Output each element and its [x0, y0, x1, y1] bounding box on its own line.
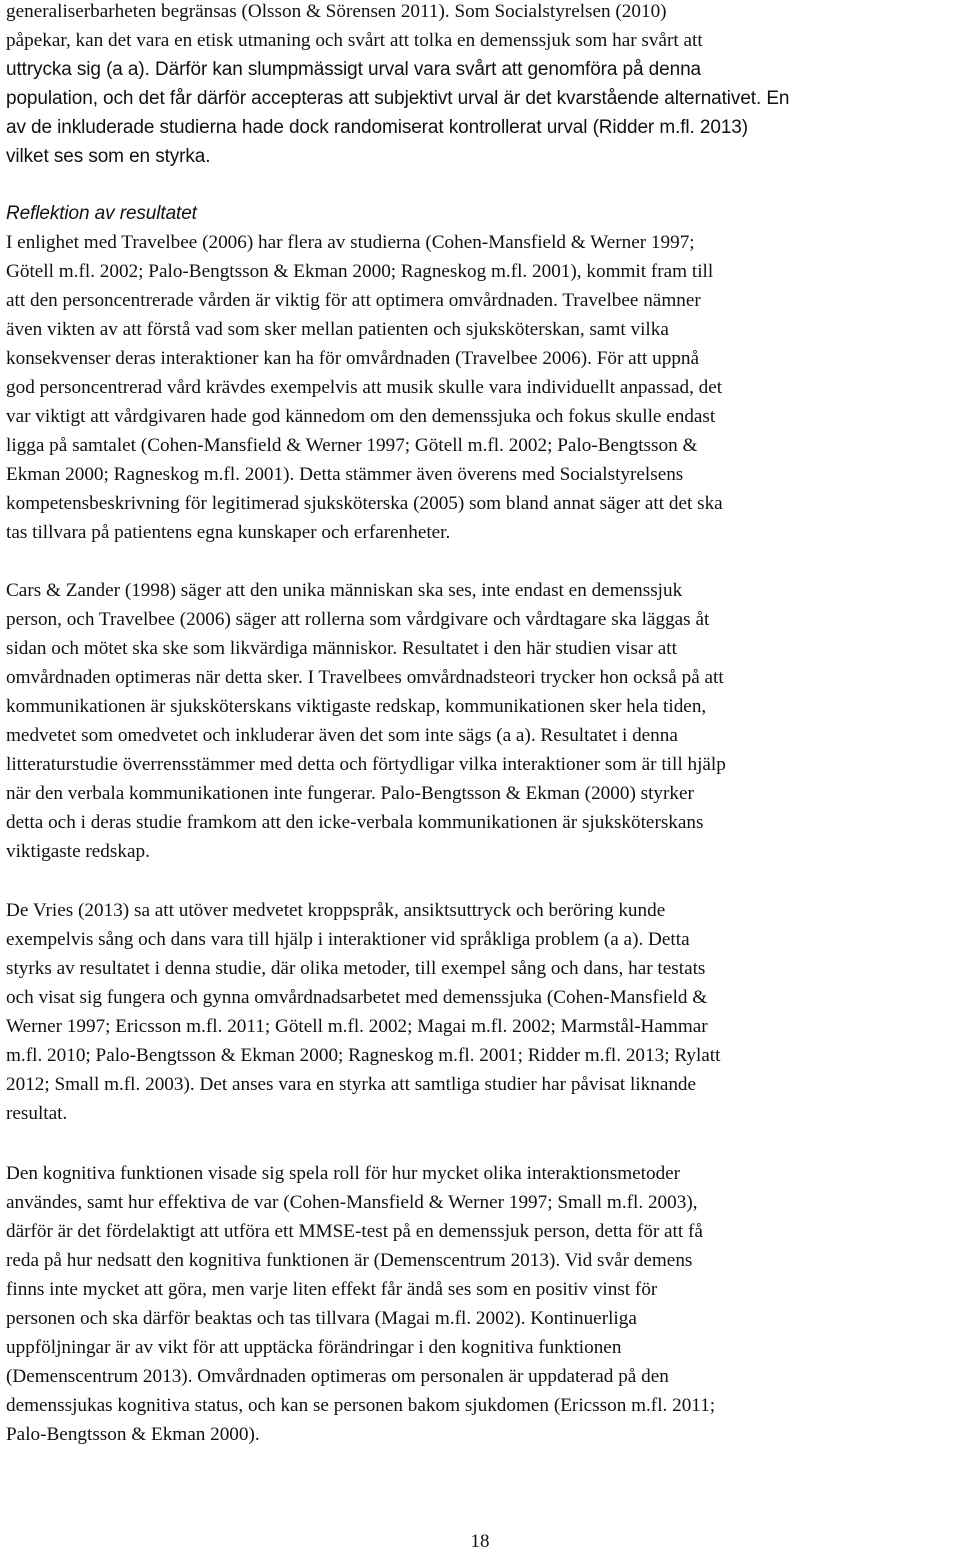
intro-line: generaliserbarheten begränsas (Olsson & Sörensen 2011). Som Socialstyrelsen (2010) — [6, 1, 667, 22]
paragraph-3-line: resultat. — [6, 1103, 68, 1124]
paragraph-1-line: ligga på samtalet (Cohen-Mansfield & Werner 1997; Götell m.fl. 2002; Palo-Bengtsson & — [6, 435, 698, 456]
paragraph-4-line: Palo-Bengtsson & Ekman 2000). — [6, 1424, 260, 1445]
paragraph-1-line: I enlighet med Travelbee (2006) har flera av studierna (Cohen-Mansfield & Werner 1997; — [6, 232, 695, 253]
paragraph-1-line: Götell m.fl. 2002; Palo-Bengtsson & Ekman 2000; Ragneskog m.fl. 2001), kommit fram till — [6, 261, 714, 282]
paragraph-3-line: styrks av resultatet i denna studie, där olika metoder, till exempel sång och dans, har testats — [6, 958, 706, 979]
paragraph-2-line: Cars & Zander (1998) säger att den unika människan ska ses, inte endast en demenssjuk — [6, 580, 683, 601]
paragraph-4-line: reda på hur nedsatt den kognitiva funktionen är (Demenscentrum 2013). Vid svår demens — [6, 1250, 693, 1271]
paragraph-3-line: och visat sig fungera och gynna omvårdnadsarbetet med demenssjuka (Cohen-Mansfield & — [6, 987, 708, 1008]
paragraph-1-line: god personcentrerad vård krävdes exempelvis att musik skulle vara individuellt anpassad, det — [6, 377, 723, 398]
paragraph-2-line: sidan och mötet ska ske som likvärdiga människor. Resultatet i den här studien visar att — [6, 638, 677, 659]
paragraph-3-line: De Vries (2013) sa att utöver medvetet kroppspråk, ansiktsuttryck och beröring kunde — [6, 900, 666, 921]
paragraph-4-line: användes, samt hur effektiva de var (Cohen-Mansfield & Werner 1997; Small m.fl. 2003), — [6, 1192, 698, 1213]
paragraph-4-line: personen och ska därför beaktas och tas tillvara (Magai m.fl. 2002). Kontinuerliga — [6, 1308, 637, 1329]
paragraph-3-line: exempelvis sång och dans vara till hjälp i interaktioner vid språkliga problem (a a). Detta — [6, 929, 690, 950]
paragraph-1-line: Ekman 2000; Ragneskog m.fl. 2001). Detta stämmer även överens med Socialstyrelsens — [6, 464, 684, 485]
paragraph-1-line: kompetensbeskrivning för legitimerad sjuksköterska (2005) som bland annat säger att det ska — [6, 493, 723, 514]
paragraph-4-line: demenssjukas kognitiva status, och kan se personen bakom sjukdomen (Ericsson m.fl. 2011; — [6, 1395, 716, 1416]
paragraph-4-line: uppföljningar är av vikt för att upptäcka förändringar i den kognitiva funktionen — [6, 1337, 622, 1358]
section-heading: Reflektion av resultatet — [6, 203, 197, 224]
page-number: 18 — [470, 1531, 490, 1552]
paragraph-1-line: var viktigt att vårdgivaren hade god kännedom om den demenssjuka och fokus skulle endast — [6, 406, 716, 427]
paragraph-2-line: litteraturstudie överrensstämmer med detta och förtydligar vilka interaktioner som är till hjälp — [6, 754, 726, 775]
paragraph-2-line: kommunikationen är sjuksköterskans viktigaste redskap, kommunikationen sker hela tiden, — [6, 696, 707, 717]
paragraph-2-line: person, och Travelbee (2006) säger att rollerna som vårdgivare och vårdtagare ska läggas åt — [6, 609, 710, 630]
intro-line: påpekar, kan det vara en etisk utmaning och svårt att tolka en demenssjuk som har svårt att — [6, 30, 703, 51]
paragraph-2-line: medvetet som omedvetet och inkluderar även det som inte sägs (a a). Resultatet i denna — [6, 725, 678, 746]
paragraph-2-line: viktigaste redskap. — [6, 841, 150, 862]
paragraph-3-line: 2012; Small m.fl. 2003). Det anses vara en styrka att samtliga studier har påvisat liknande — [6, 1074, 697, 1095]
intro-line: uttrycka sig (a a). Därför kan slumpmässigt urval vara svårt att genomföra på denna — [6, 59, 702, 80]
intro-line: population, och det får därför accepteras att subjektivt urval är det kvarstående alternativet. En — [6, 88, 790, 109]
paragraph-1-line: tas tillvara på patientens egna kunskaper och erfarenheter. — [6, 522, 451, 543]
paragraph-2-line: omvårdnaden optimeras när detta sker. I Travelbees omvårdnadsteori trycker hon också på att — [6, 667, 724, 688]
paragraph-2-line: när den verbala kommunikationen inte fungerar. Palo-Bengtsson & Ekman (2000) styrker — [6, 783, 694, 804]
paragraph-3-line: Werner 1997; Ericsson m.fl. 2011; Götell m.fl. 2002; Magai m.fl. 2002; Marmstål-Hammar — [6, 1016, 708, 1037]
paragraph-1-line: även vikten av att förstå vad som sker mellan patienten och sjuksköterskan, samt vilka — [6, 319, 669, 340]
paragraph-2-line: detta och i deras studie framkom att den icke-verbala kommunikationen är sjuksköterskans — [6, 812, 704, 833]
paragraph-1-line: att den personcentrerade vården är viktig för att optimera omvårdnaden. Travelbee nämner — [6, 290, 701, 311]
paragraph-4-line: (Demenscentrum 2013). Omvårdnaden optimeras om personalen är uppdaterad på den — [6, 1366, 669, 1387]
intro-line: vilket ses som en styrka. — [6, 146, 211, 167]
paragraph-3-line: m.fl. 2010; Palo-Bengtsson & Ekman 2000; Ragneskog m.fl. 2001; Ridder m.fl. 2013; Rylatt — [6, 1045, 721, 1066]
intro-line: av de inkluderade studierna hade dock randomiserat kontrollerat urval (Ridder m.fl. 2013) — [6, 117, 748, 138]
paragraph-4-line: därför är det fördelaktigt att utföra ett MMSE-test på en demenssjuk person, detta för att få — [6, 1221, 703, 1242]
paragraph-1-line: konsekvenser deras interaktioner kan ha för omvårdnaden (Travelbee 2006). För att uppnå — [6, 348, 700, 369]
paragraph-4-line: Den kognitiva funktionen visade sig spela roll för hur mycket olika interaktionsmetoder — [6, 1163, 681, 1184]
paragraph-4-line: finns inte mycket att göra, men varje liten effekt får ändå ses som en positiv vinst för — [6, 1279, 658, 1300]
